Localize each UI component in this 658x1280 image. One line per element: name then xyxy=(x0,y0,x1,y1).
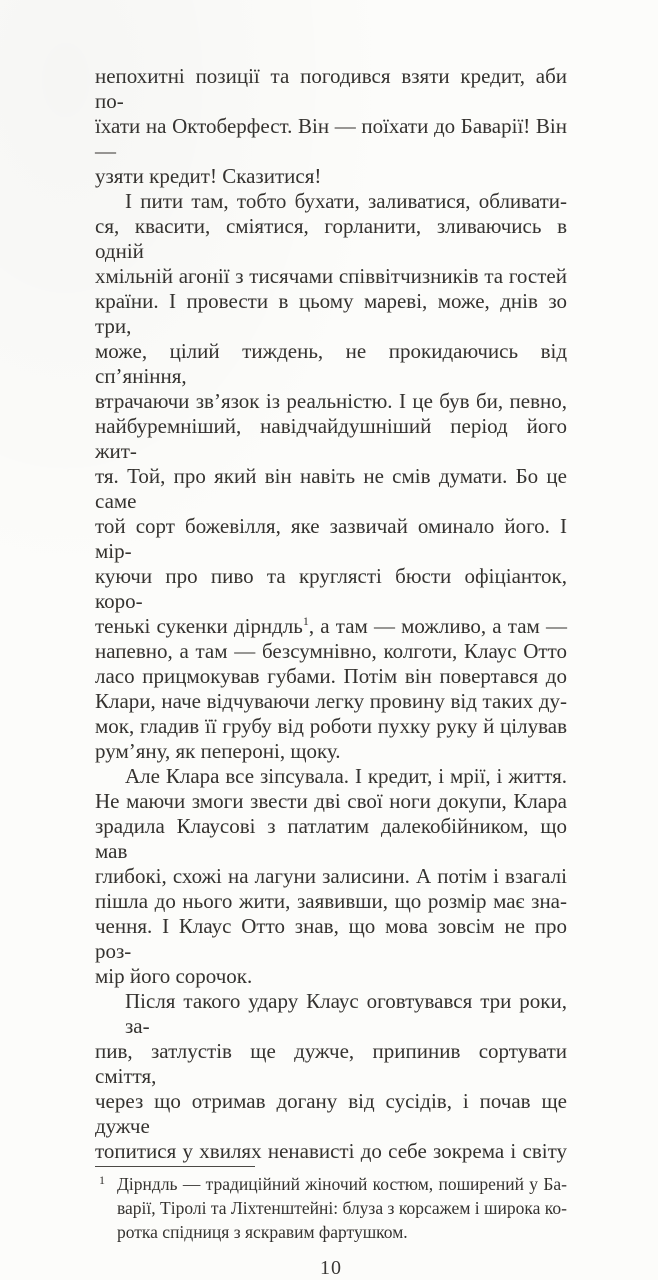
text-line: куючи про пиво та круглясті бюсти офіціанток, коро- xyxy=(95,564,567,613)
footnote-line: ротка спідниця з яскравим фартушком. xyxy=(117,1222,408,1242)
footnote xyxy=(95,1172,567,1244)
text-line: Клари, наче відчуваючи легку провину від таких ду- xyxy=(95,689,567,713)
text-line: пішла до нього жити, заявивши, що розмір має зна- xyxy=(95,889,567,913)
text-line: втрачаючи зв’язок із реальністю. І це був би, певно, xyxy=(95,389,567,413)
text-line: мок, гладив її грубу від роботи пухку руку й цілував xyxy=(95,714,567,738)
page-number: 10 xyxy=(320,1257,342,1279)
text-line: глибокі, схожі на лагуни залисини. А потім і взагалі xyxy=(95,864,567,888)
text-line: через що отримав догану від сусідів, і почав ще дужче xyxy=(95,1089,567,1138)
text-line: тя. Той, про який він навіть не смів думати. Бо це саме xyxy=(95,464,567,513)
text-line: їхати на Октоберфест. Він — поїхати до Баварії! Він — xyxy=(95,114,567,163)
text-line: І пити там, тобто бухати, заливатися, обливати- xyxy=(125,189,567,213)
text-line: напевно, а там — безсумнівно, колготи, Клаус Отто xyxy=(95,639,567,663)
footnote-line: Дірндль — традиційний жіночий костюм, поширений у Ба- xyxy=(117,1174,567,1194)
footnote-divider xyxy=(95,1166,255,1167)
text-segment: , а там — можливо, а там — xyxy=(308,614,567,638)
text-line: той сорт божевілля, яке зазвичай оминало його. І мір- xyxy=(95,514,567,563)
text-line-with-footnote-ref xyxy=(95,614,567,639)
footnote-line: варії, Тіролі та Ліхтенштейні: блуза з корсажем і широка ко- xyxy=(117,1198,567,1218)
paragraph-1 xyxy=(95,64,567,189)
text-line: ласо прицмокував губами. Потім він повертався до xyxy=(95,664,567,688)
text-line: може, цілий тиждень, не прокидаючись від сп’яніння, xyxy=(95,339,567,388)
text-line: мір його сорочок. xyxy=(95,964,253,988)
text-line: країни. І провести в цьому мареві, може, днів зо три, xyxy=(95,289,567,338)
text-line: Не маючи змоги звести дві свої ноги докупи, Клара xyxy=(95,789,567,813)
text-line: узяти кредит! Сказитися! xyxy=(95,164,322,188)
text-line: топитися у хвилях ненависті до себе зокрема і світу xyxy=(95,1139,567,1163)
paragraph-4 xyxy=(95,989,567,1164)
paragraph-3 xyxy=(95,764,567,989)
text-line: Після такого удару Клаус оговтувався три роки, за- xyxy=(125,989,567,1038)
text-line: рум’яну, як пепероні, щоку. xyxy=(95,739,341,763)
text-line: Але Клара все зіпсувала. І кредит, і мрії, і життя. xyxy=(125,764,567,788)
paragraph-2 xyxy=(95,189,567,764)
text-line: пив, затлустів ще дужче, припинив сортувати сміття, xyxy=(95,1039,567,1088)
text-line: зрадила Клаусові з патлатим далекобійником, що мав xyxy=(95,814,567,863)
text-line: найбуремніший, навідчайдушніший період його жит- xyxy=(95,414,567,463)
footnote-marker: 1 xyxy=(99,1173,105,1187)
text-line: хмільній агонії з тисячами співвітчизників та гостей xyxy=(95,264,567,288)
footnote-reference: 1 xyxy=(302,614,309,628)
text-line: чення. І Клаус Отто знав, що мова зовсім не про роз- xyxy=(95,914,567,963)
text-line: ся, квасити, сміятися, горланити, зливаючись в одній xyxy=(95,214,567,263)
text-line: непохитні позиції та погодився взяти кредит, аби по- xyxy=(95,64,567,113)
text-segment: тенькі сукенки дірндль xyxy=(95,614,303,638)
